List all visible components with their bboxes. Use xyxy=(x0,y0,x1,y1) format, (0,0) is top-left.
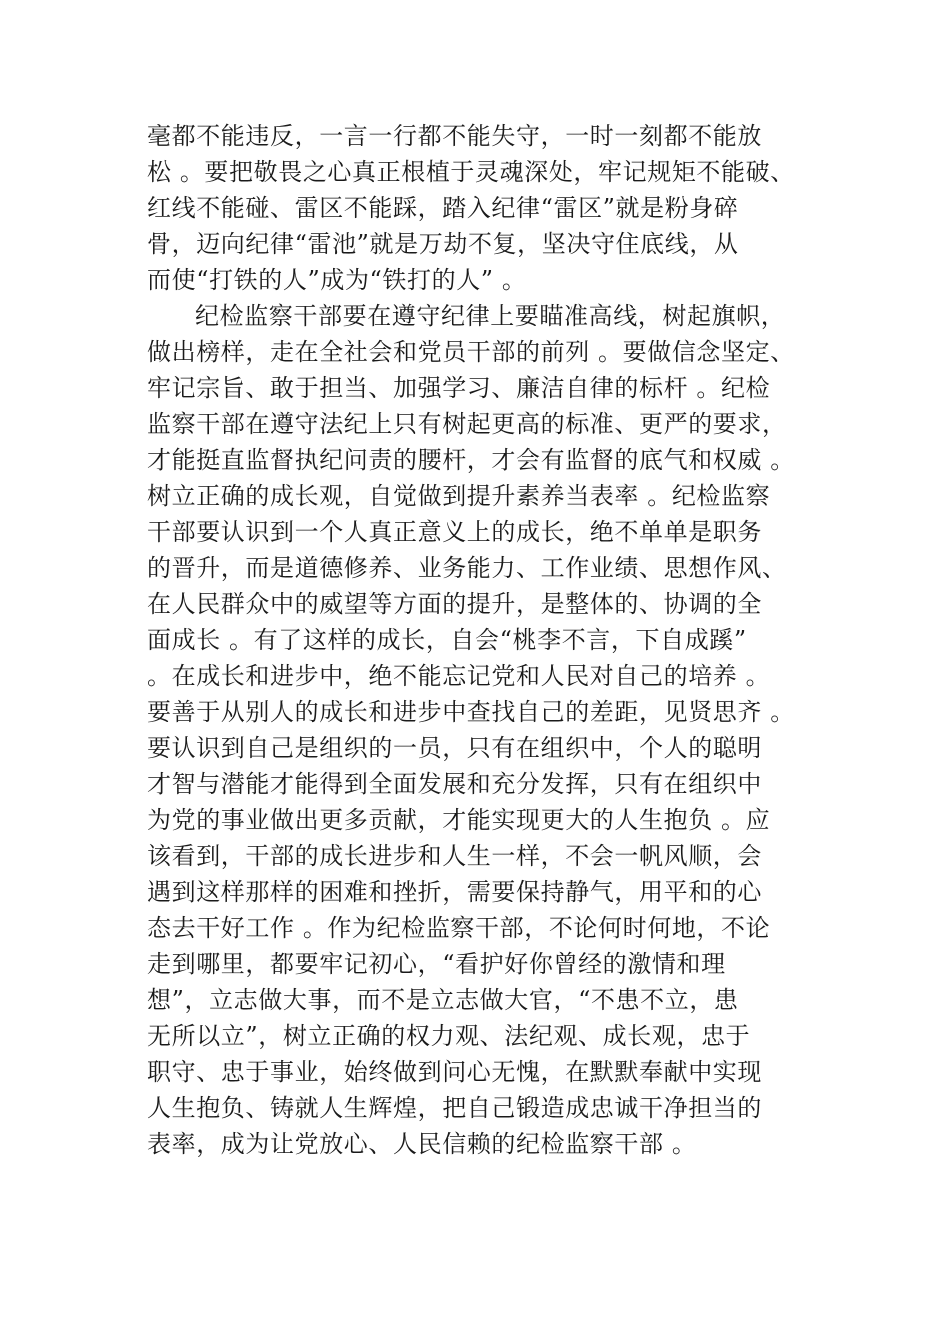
text-line: 面成长 。有了这样的成长，自会“桃李不言，下自成蹊” xyxy=(147,626,747,654)
text-line: 红线不能碰、雷区不能踩，踏入纪律“雷区”就是粉身碎 xyxy=(147,194,739,222)
text-line: 要善于从别人的成长和进步中查找自己的差距，见贤思齐 。 xyxy=(147,698,795,726)
text-line: 想”，立志做大事，而不是立志做大官，“不患不立，患 xyxy=(147,986,739,1014)
text-line: 牢记宗旨、敢于担当、加强学习、廉洁自律的标杆 。纪检 xyxy=(147,374,771,402)
text-line: 走到哪里，都要牢记初心，“看护好你曾经的激情和理 xyxy=(147,950,726,978)
text-line: 的晋升，而是道德修养、业务能力、工作业绩、思想作风、 xyxy=(147,554,787,582)
text-line: 监察干部在遵守法纪上只有树起更高的标准、更严的要求， xyxy=(147,410,787,438)
text-line: 毫都不能违反，一言一行都不能失守，一时一刻都不能放 xyxy=(147,122,762,150)
text-line: 表率，成为让党放心、人民信赖的纪检监察干部 。 xyxy=(147,1130,697,1158)
body-text xyxy=(147,118,827,1162)
text-line: 无所以立”，树立正确的权力观、法纪观、成长观，忠于 xyxy=(147,1022,751,1050)
text-line: 而使“打铁的人”成为“铁打的人” 。 xyxy=(147,266,527,294)
text-line: 职守、忠于事业，始终做到问心无愧，在默默奉献中实现 xyxy=(147,1058,762,1086)
text-line: 人生抱负、铸就人生辉煌，把自己锻造成忠诚干净担当的 xyxy=(147,1094,762,1122)
text-line: 干部要认识到一个人真正意义上的成长，绝不单单是职务 xyxy=(147,518,762,546)
text-line: 态去干好工作 。作为纪检监察干部，不论何时何地，不论 xyxy=(147,914,771,942)
text-line: 遇到这样那样的困难和挫折，需要保持静气，用平和的心 xyxy=(147,878,762,906)
text-line: 松 。要把敬畏之心真正根植于灵魂深处，牢记规矩不能破、 xyxy=(147,158,795,186)
text-line: 骨，迈向纪律“雷池”就是万劫不复，坚决守住底线，从 xyxy=(147,230,739,258)
text-line: 才能挺直监督执纪问责的腰杆，才会有监督的底气和权威 。 xyxy=(147,446,795,474)
text-line: 为党的事业做出更多贡献，才能实现更大的人生抱负 。应 xyxy=(147,806,771,834)
text-line: 才智与潜能才能得到全面发展和充分发挥，只有在组织中 xyxy=(147,770,762,798)
paragraph-first-line: 纪检监察干部要在遵守纪律上要瞄准高线，树起旗帜， xyxy=(195,302,786,330)
text-line: 在人民群众中的威望等方面的提升，是整体的、协调的全 xyxy=(147,590,762,618)
text-line: 要认识到自己是组织的一员，只有在组织中，个人的聪明 xyxy=(147,734,762,762)
text-line: 。在成长和进步中，绝不能忘记党和人民对自己的培养 。 xyxy=(147,662,771,690)
text-line: 树立正确的成长观，自觉做到提升素养当表率 。纪检监察 xyxy=(147,482,771,510)
text-line: 做出榜样，走在全社会和党员干部的前列 。要做信念坚定、 xyxy=(147,338,795,366)
text-line: 该看到，干部的成长进步和人生一样，不会一帆风顺，会 xyxy=(147,842,762,870)
